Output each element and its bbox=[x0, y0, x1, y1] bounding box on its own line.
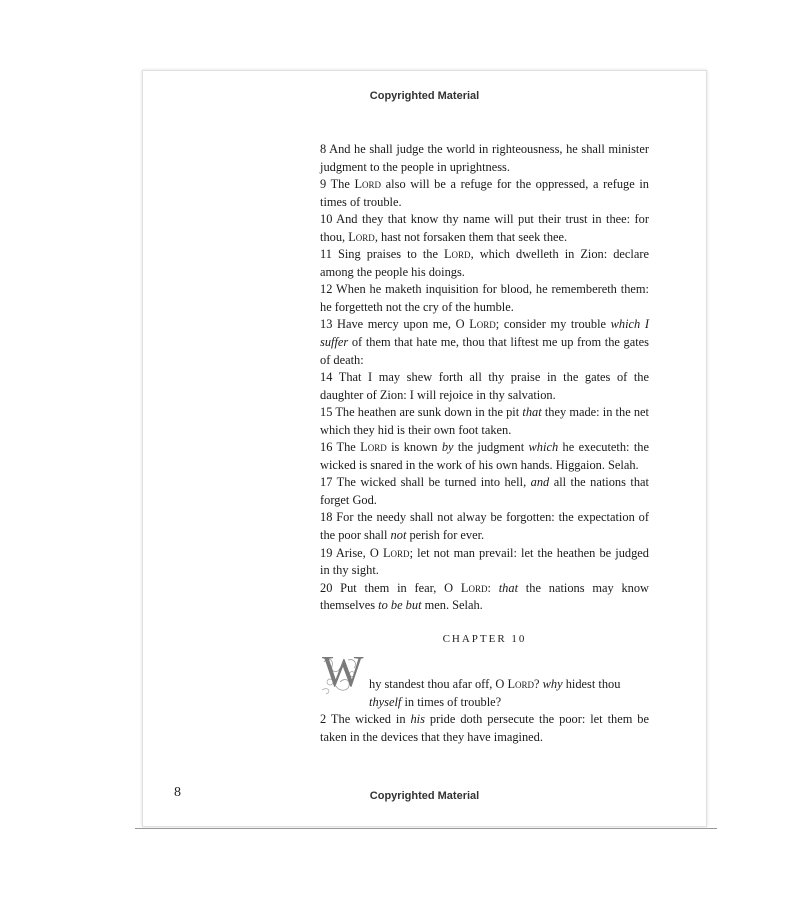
psalm-text bbox=[320, 141, 649, 747]
verse-number: 10 bbox=[320, 212, 333, 227]
verse-number: 19 bbox=[320, 545, 333, 560]
verse-16: 16 The Lord is known by the judgment which he executeth: the wicked is snared in the work of his own hands. Higgaion. Selah. bbox=[320, 440, 649, 472]
verse-10: 10 And they that know thy name will put their trust in thee: for thou, Lord, hast not forsaken them that seek thee. bbox=[320, 212, 649, 244]
dropcap-letter: W bbox=[322, 647, 364, 697]
verse-11: 11 Sing praises to the Lord, which dwelleth in Zion: declare among the people his doings. bbox=[320, 247, 649, 279]
verse-17: 17 The wicked shall be turned into hell, and all the nations that forget God. bbox=[320, 475, 649, 507]
verse-number: 15 bbox=[320, 405, 333, 420]
verse-number: 11 bbox=[320, 247, 332, 262]
chapter-heading: CHAPTER 10 bbox=[442, 632, 527, 645]
footer-copyright: Copyrighted Material bbox=[369, 790, 480, 802]
verse-20: 20 Put them in fear, O Lord: that the nations may know themselves to be but men. Selah. bbox=[320, 580, 649, 613]
verse-19: 19 Arise, O Lord; let not man prevail: let the heathen be judged in thy sight. bbox=[320, 545, 650, 578]
verse-number: 2 bbox=[320, 712, 327, 727]
verse-8: 8 And he shall judge the world in righteousness, he shall minister judgment to the people in uprightness. bbox=[320, 142, 649, 174]
verse-number: 16 bbox=[320, 440, 333, 455]
verse-12: 12 When he maketh inquisition for blood, he remembereth them: he forgetteth not the cry of the humble. bbox=[320, 282, 649, 314]
verse-18: 18 For the needy shall not alway be forgotten: the expectation of the poor shall not perish for ever. bbox=[320, 510, 649, 543]
verse-number: 18 bbox=[320, 510, 333, 525]
verse-number: 14 bbox=[320, 370, 333, 385]
chapter-10-verse-1-text: hy standest thou afar off, O Lord? why hidest thou thyself in times of trouble? bbox=[369, 677, 621, 709]
verse-number: 13 bbox=[320, 317, 333, 332]
chapter-10-verse-2: 2 The wicked in his pride doth persecute the poor: let them be taken in the devices that they have imagined. bbox=[320, 712, 649, 744]
verse-9: 9 The Lord also will be a refuge for the oppressed, a refuge in times of trouble. bbox=[320, 177, 649, 209]
verse-number: 17 bbox=[320, 475, 333, 490]
page-bottom-rule bbox=[135, 828, 717, 829]
chapter-10-verse-1 bbox=[320, 647, 649, 711]
verse-number: 20 bbox=[320, 580, 333, 595]
verse-number: 8 bbox=[320, 142, 327, 156]
book-page bbox=[142, 70, 707, 827]
verse-number: 9 bbox=[320, 177, 327, 192]
verse-number: 12 bbox=[320, 282, 333, 297]
header-copyright: Copyrighted Material bbox=[369, 90, 480, 102]
verse-15: 15 The heathen are sunk down in the pit that they made: in the net which they hid is their own foot taken. bbox=[320, 405, 649, 437]
page-number: 8 bbox=[174, 785, 181, 800]
verse-13: 13 Have mercy upon me, O Lord; consider my trouble which I suffer of them that hate me, thou that liftest me up from the gates of death: bbox=[320, 317, 650, 367]
ornamental-dropcap-icon bbox=[318, 647, 364, 697]
verse-14: 14 That I may shew forth all thy praise in the gates of the daughter of Zion: I will rejoice in thy salvation. bbox=[320, 370, 649, 402]
